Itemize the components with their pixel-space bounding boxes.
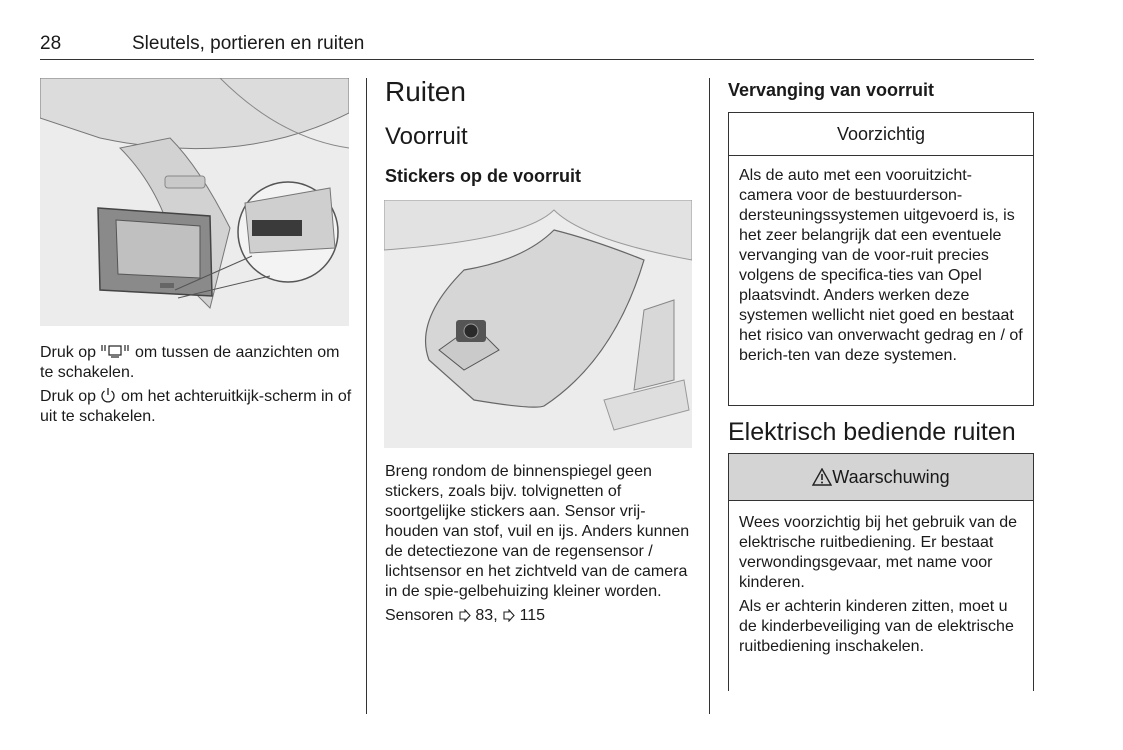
view-switch-icon [100,343,130,359]
page-reference-arrow-icon [502,609,515,622]
column-divider-right [709,78,710,714]
caution-box [728,112,1034,406]
section-heading-elektrisch: Elektrisch bediende ruiten [728,418,1016,446]
warning-box [728,453,1034,691]
power-icon [100,387,116,403]
warning-body [729,501,1033,657]
page-reference-arrow-icon [458,609,471,622]
rearview-screen-illustration [40,78,349,326]
windshield-sensor-figure [384,200,692,448]
stickers-paragraph: Breng rondom de binnenspiegel geen stickers, zoals bijv. tolvignetten of soortgelijke stickers aan. Sensor vrij-houden van stof, vuil en ijs. Anders kunnen de detectiezone van de regensensor / lichtsensor en het zichtveld van de camera in de spie-gelbehuizing kleiner worden. [385,463,690,600]
caution-title: Voorzichtig [729,113,1033,156]
column-divider-left [366,78,367,714]
chapter-title: Sleutels, portieren en ruiten [132,33,365,54]
caution-text: Als de auto met een vooruitzicht-camera voor de bestuurderson-dersteuningssystemen uitgevoerd is, is het zeer belangrijk dat een eventuele vervanging van de voor-ruit precies volgens de specifica-ties van Opel plaatsvindt. Anders werken deze systemen wellicht niet goed en bestaat het risico van onverwacht gedrag en / of berich-ten van deze systemen. [739,167,1023,364]
view-switch-paragraph: Druk op om tussen de aanzichten om te schakelen. [40,344,340,381]
page-heading: Ruiten [385,76,466,107]
power-toggle-paragraph: Druk op om het achteruitkijk-scherm in of uit te schakelen. [40,388,352,425]
windshield-sensor-illustration [384,200,692,448]
warning-text-2: Als er achterin kinderen zitten, moet u de kinderbeveiliging van de elektrische ruitbediening inschakelen. [739,598,1014,655]
warning-triangle-icon [812,468,832,486]
section-title-stickers: Stickers op de voorruit [385,166,582,186]
page-header [40,33,1034,60]
left-column-text [40,343,352,431]
section-heading-voorruit: Voorruit [385,123,468,150]
section-title-vervanging: Vervanging van voorruit [728,80,935,100]
stickers-body [385,462,695,630]
rearview-screen-figure [40,78,349,326]
sensor-reference: Sensoren 83, 115 [385,607,546,624]
warning-title: Waarschuwing [729,454,1033,501]
page-number: 28 [40,33,62,54]
caution-body [729,156,1033,366]
warning-text-1: Wees voorzichtig bij het gebruik van de elektrische ruitbediening. Er bestaat verwondingsgevaar, met name voor kinderen. [739,514,1018,591]
